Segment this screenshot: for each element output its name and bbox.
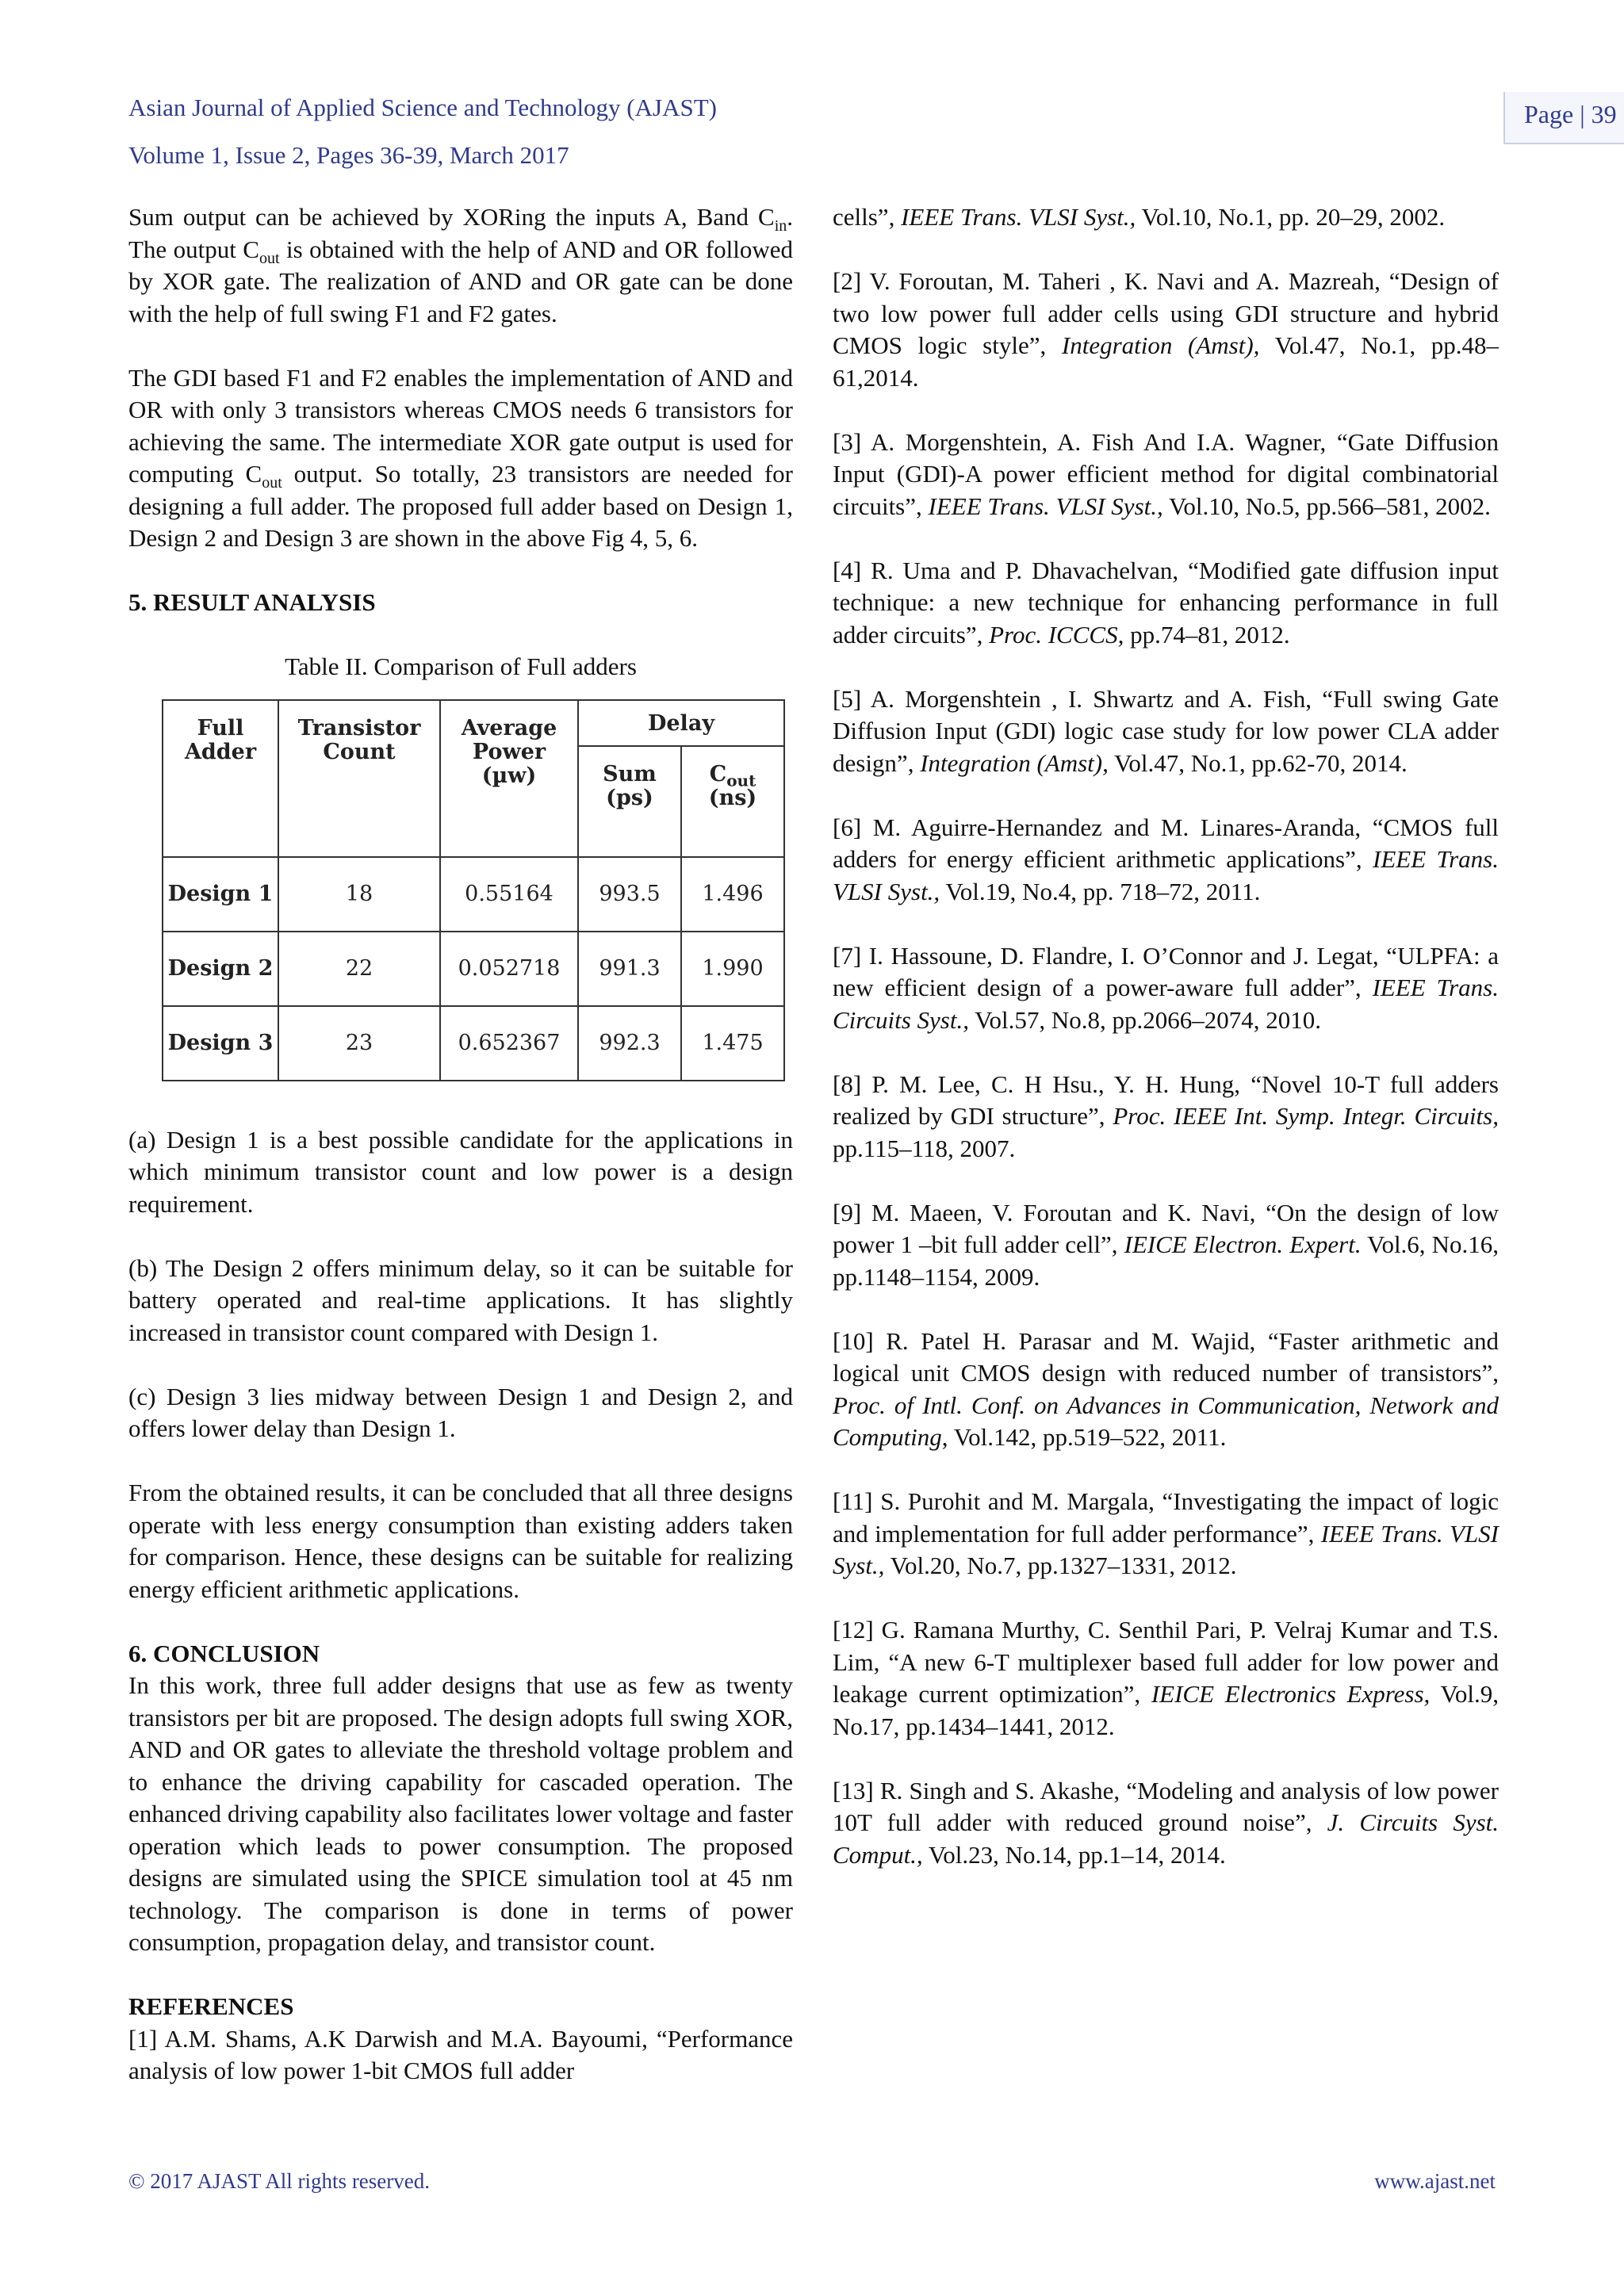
reference-item: [10] R. Patel H. Parasar and M. Wajid, “Faster arithmetic and logical unit CMOS design with reduced number of transistors”, Proc. of Intl. Conf. on Advances in Communication, Network and Computing, Vol.142, pp.519–522, 2011. xyxy=(833,1326,1499,1451)
cell-power: 0.652367 xyxy=(440,1006,578,1081)
paragraph-gdi: The GDI based F1 and F2 enables the implementation of AND and OR with only 3 transistors whereas CMOS needs 6 transistors for achieving the same. The intermediate XOR gate output is used for computing $C_{out}$ output. So totally, 23 transistors are needed for designing a full adder. The proposed full adder based on Design 1, Design 2 and Design 3 are shown in the above Fig 4, 5, 6. xyxy=(128,363,793,552)
page-number: Page | 39 xyxy=(1503,92,1624,144)
reference-item: [12] G. Ramana Murthy, C. Senthil Pari, P. Velraj Kumar and T.S. Lim, “A new 6-T multiplexer based full adder for low power and leakage current optimization”, IEICE Electronics Express, Vol.9, No.17, pp.1434–1441, 2012. xyxy=(833,1616,1499,1740)
reference-item: [3] A. Morgenshtein, A. Fish And I.A. Wagner, “Gate Diffusion Input (GDI)-A power efficient method for digital combinatorial circuits”, IEEE Trans. VLSI Syst., Vol.10, No.5, pp.566–581, 2002. xyxy=(833,427,1499,520)
cell-sum: 993.5 xyxy=(578,857,681,932)
cell-transistors: 22 xyxy=(278,932,440,1006)
section-heading-conclusion: 6. CONCLUSION xyxy=(128,1639,320,1667)
cell-power: 0.052718 xyxy=(440,932,578,1006)
cell-design: Design 1 xyxy=(163,857,278,932)
paragraph-sum-output: Sum output can be achieved by XORing the inputs A, Band $C_{in}$. The output $C_{out}$ is obtained with the help of AND and OR followed by XOR gate. The realization of AND and OR gate can be done with the help of full swing F1 and F2 gates. xyxy=(128,203,793,327)
reference-item: [7] I. Hassoune, D. Flandre, I. O’Connor and J. Legat, “ULPFA: a new efficient design of a power-aware full adder”, IEEE Trans. Circuits Syst., Vol.57, No.8, pp.2066–2074, 2010. xyxy=(833,941,1499,1034)
reference-item: [5] A. Morgenshtein , I. Shwartz and A. Fish, “Full swing Gate Diffusion Input (GDI) logic case study for low power CLA adder design”, Integration (Amst), Vol.47, No.1, pp.62-70, 2014. xyxy=(833,684,1499,777)
reference-1-continued: cells”, IEEE Trans. VLSI Syst., Vol.10, No.1, pp. 20–29, 2002. xyxy=(833,203,1446,231)
reference-item: [2] V. Foroutan, M. Taheri , K. Navi and A. Mazreah, “Design of two low power full adder cells using GDI structure and hybrid CMOS logic style”, Integration (Amst), Vol.47, No.1, pp.48–61,2014. xyxy=(833,267,1499,392)
volume-info: Volume 1, Issue 2, Pages 36-39, March 2017 xyxy=(128,141,569,169)
cell-cout: 1.990 xyxy=(681,932,784,1006)
paragraph-design-a: (a) Design 1 is a best possible candidate for the applications in which minimum transistor count and low power is a design requirement. xyxy=(128,1125,793,1218)
reference-item: [6] M. Aguirre-Hernandez and M. Linares-Aranda, “CMOS full adders for energy efficient arithmetic applications”, IEEE Trans. VLSI Syst., Vol.19, No.4, pp. 718–72, 2011. xyxy=(833,813,1499,905)
paragraph-design-c: (c) Design 3 lies midway between Design 1 and Design 2, and offers lower delay than Design 1. xyxy=(128,1382,793,1442)
reference-item: [4] R. Uma and P. Dhavachelvan, “Modified gate diffusion input technique: a new technique for enhancing performance in full adder circuits”, Proc. ICCCS, pp.74–81, 2012. xyxy=(833,556,1499,649)
left-column xyxy=(128,201,793,2087)
paragraph-conclusion: In this work, three full adder designs that use as few as twenty transistors per bit are proposed. The design adopts full swing XOR, AND and OR gates to alleviate the threshold voltage problem and to enhance the driving capability for cascaded operation. The enhanced driving capability also facilitates lower voltage and faster operation which leads to power consumption. The proposed designs are simulated using the SPICE simulation tool at 45 nm technology. The comparison is done in terms of power consumption, propagation delay, and transistor count. xyxy=(128,1671,793,1956)
paragraph-results-conclusion: From the obtained results, it can be concluded that all three designs operate with less energy consumption than existing adders taken for comparison. Hence, these designs can be suitable for realizing energy efficient arithmetic applications. xyxy=(128,1479,793,1603)
cell-sum: 992.3 xyxy=(578,1006,681,1081)
reference-item: [11] S. Purohit and M. Margala, “Investigating the impact of logic and implementation for full adder performance”, IEEE Trans. VLSI Syst., Vol.20, No.7, pp.1327–1331, 2012. xyxy=(833,1487,1499,1579)
table-row xyxy=(163,1006,784,1081)
cell-power: 0.55164 xyxy=(440,857,578,932)
table-row xyxy=(163,857,784,932)
header-delay: Delay xyxy=(578,700,784,746)
table-row xyxy=(163,932,784,1006)
cell-cout: 1.475 xyxy=(681,1006,784,1081)
table-caption: Table II. Comparison of Full adders xyxy=(285,652,637,680)
header-full-adder: Full Adder xyxy=(163,700,278,857)
journal-title: Asian Journal of Applied Science and Technology (AJAST) xyxy=(128,94,717,121)
right-column xyxy=(833,201,1499,1904)
paragraph-design-b: (b) The Design 2 offers minimum delay, so it can be suitable for battery operated and real-time applications. It has slightly increased in transistor count compared with Design 1. xyxy=(128,1253,793,1346)
header-average-power: Average Power (µw) xyxy=(440,700,578,857)
cell-transistors: 18 xyxy=(278,857,440,932)
cell-sum: 991.3 xyxy=(578,932,681,1006)
comparison-table xyxy=(162,699,785,1081)
section-heading-result-analysis: 5. RESULT ANALYSIS xyxy=(128,588,376,616)
cell-design: Design 2 xyxy=(163,932,278,1006)
reference-item: [13] R. Singh and S. Akashe, “Modeling and analysis of low power 10T full adder with reduced ground noise”, J. Circuits Syst. Comput., Vol.23, No.14, pp.1–14, 2014. xyxy=(833,1776,1500,1869)
cell-transistors: 23 xyxy=(278,1006,440,1081)
cell-design: Design 3 xyxy=(163,1006,278,1081)
header-sum: Sum (ps) xyxy=(578,746,681,857)
footer-copyright: © 2017 AJAST All rights reserved. xyxy=(128,2169,431,2193)
reference-1-start: [1] A.M. Shams, A.K Darwish and M.A. Bayoumi, “Performance analysis of low power 1-bit CMOS full adder xyxy=(128,2024,793,2084)
header-transistor-count: Transistor Count xyxy=(278,700,440,857)
reference-item: [8] P. M. Lee, C. H Hsu., Y. H. Hung, “Novel 10-T full adders realized by GDI structure”, Proc. IEEE Int. Symp. Integr. Circuits, pp.115–118, 2007. xyxy=(833,1070,1499,1162)
references-heading: REFERENCES xyxy=(128,1992,294,2020)
reference-item: [9] M. Maeen, V. Foroutan and K. Navi, “On the design of low power 1 –bit full adder cell”, IEICE Electron. Expert. Vol.6, No.16, pp.1148–1154, 2009. xyxy=(833,1198,1499,1291)
cell-cout: 1.496 xyxy=(681,857,784,932)
footer-website[interactable]: www.ajast.net xyxy=(1374,2169,1496,2193)
header-cout: $C_{out}$ (ns) xyxy=(681,746,784,857)
